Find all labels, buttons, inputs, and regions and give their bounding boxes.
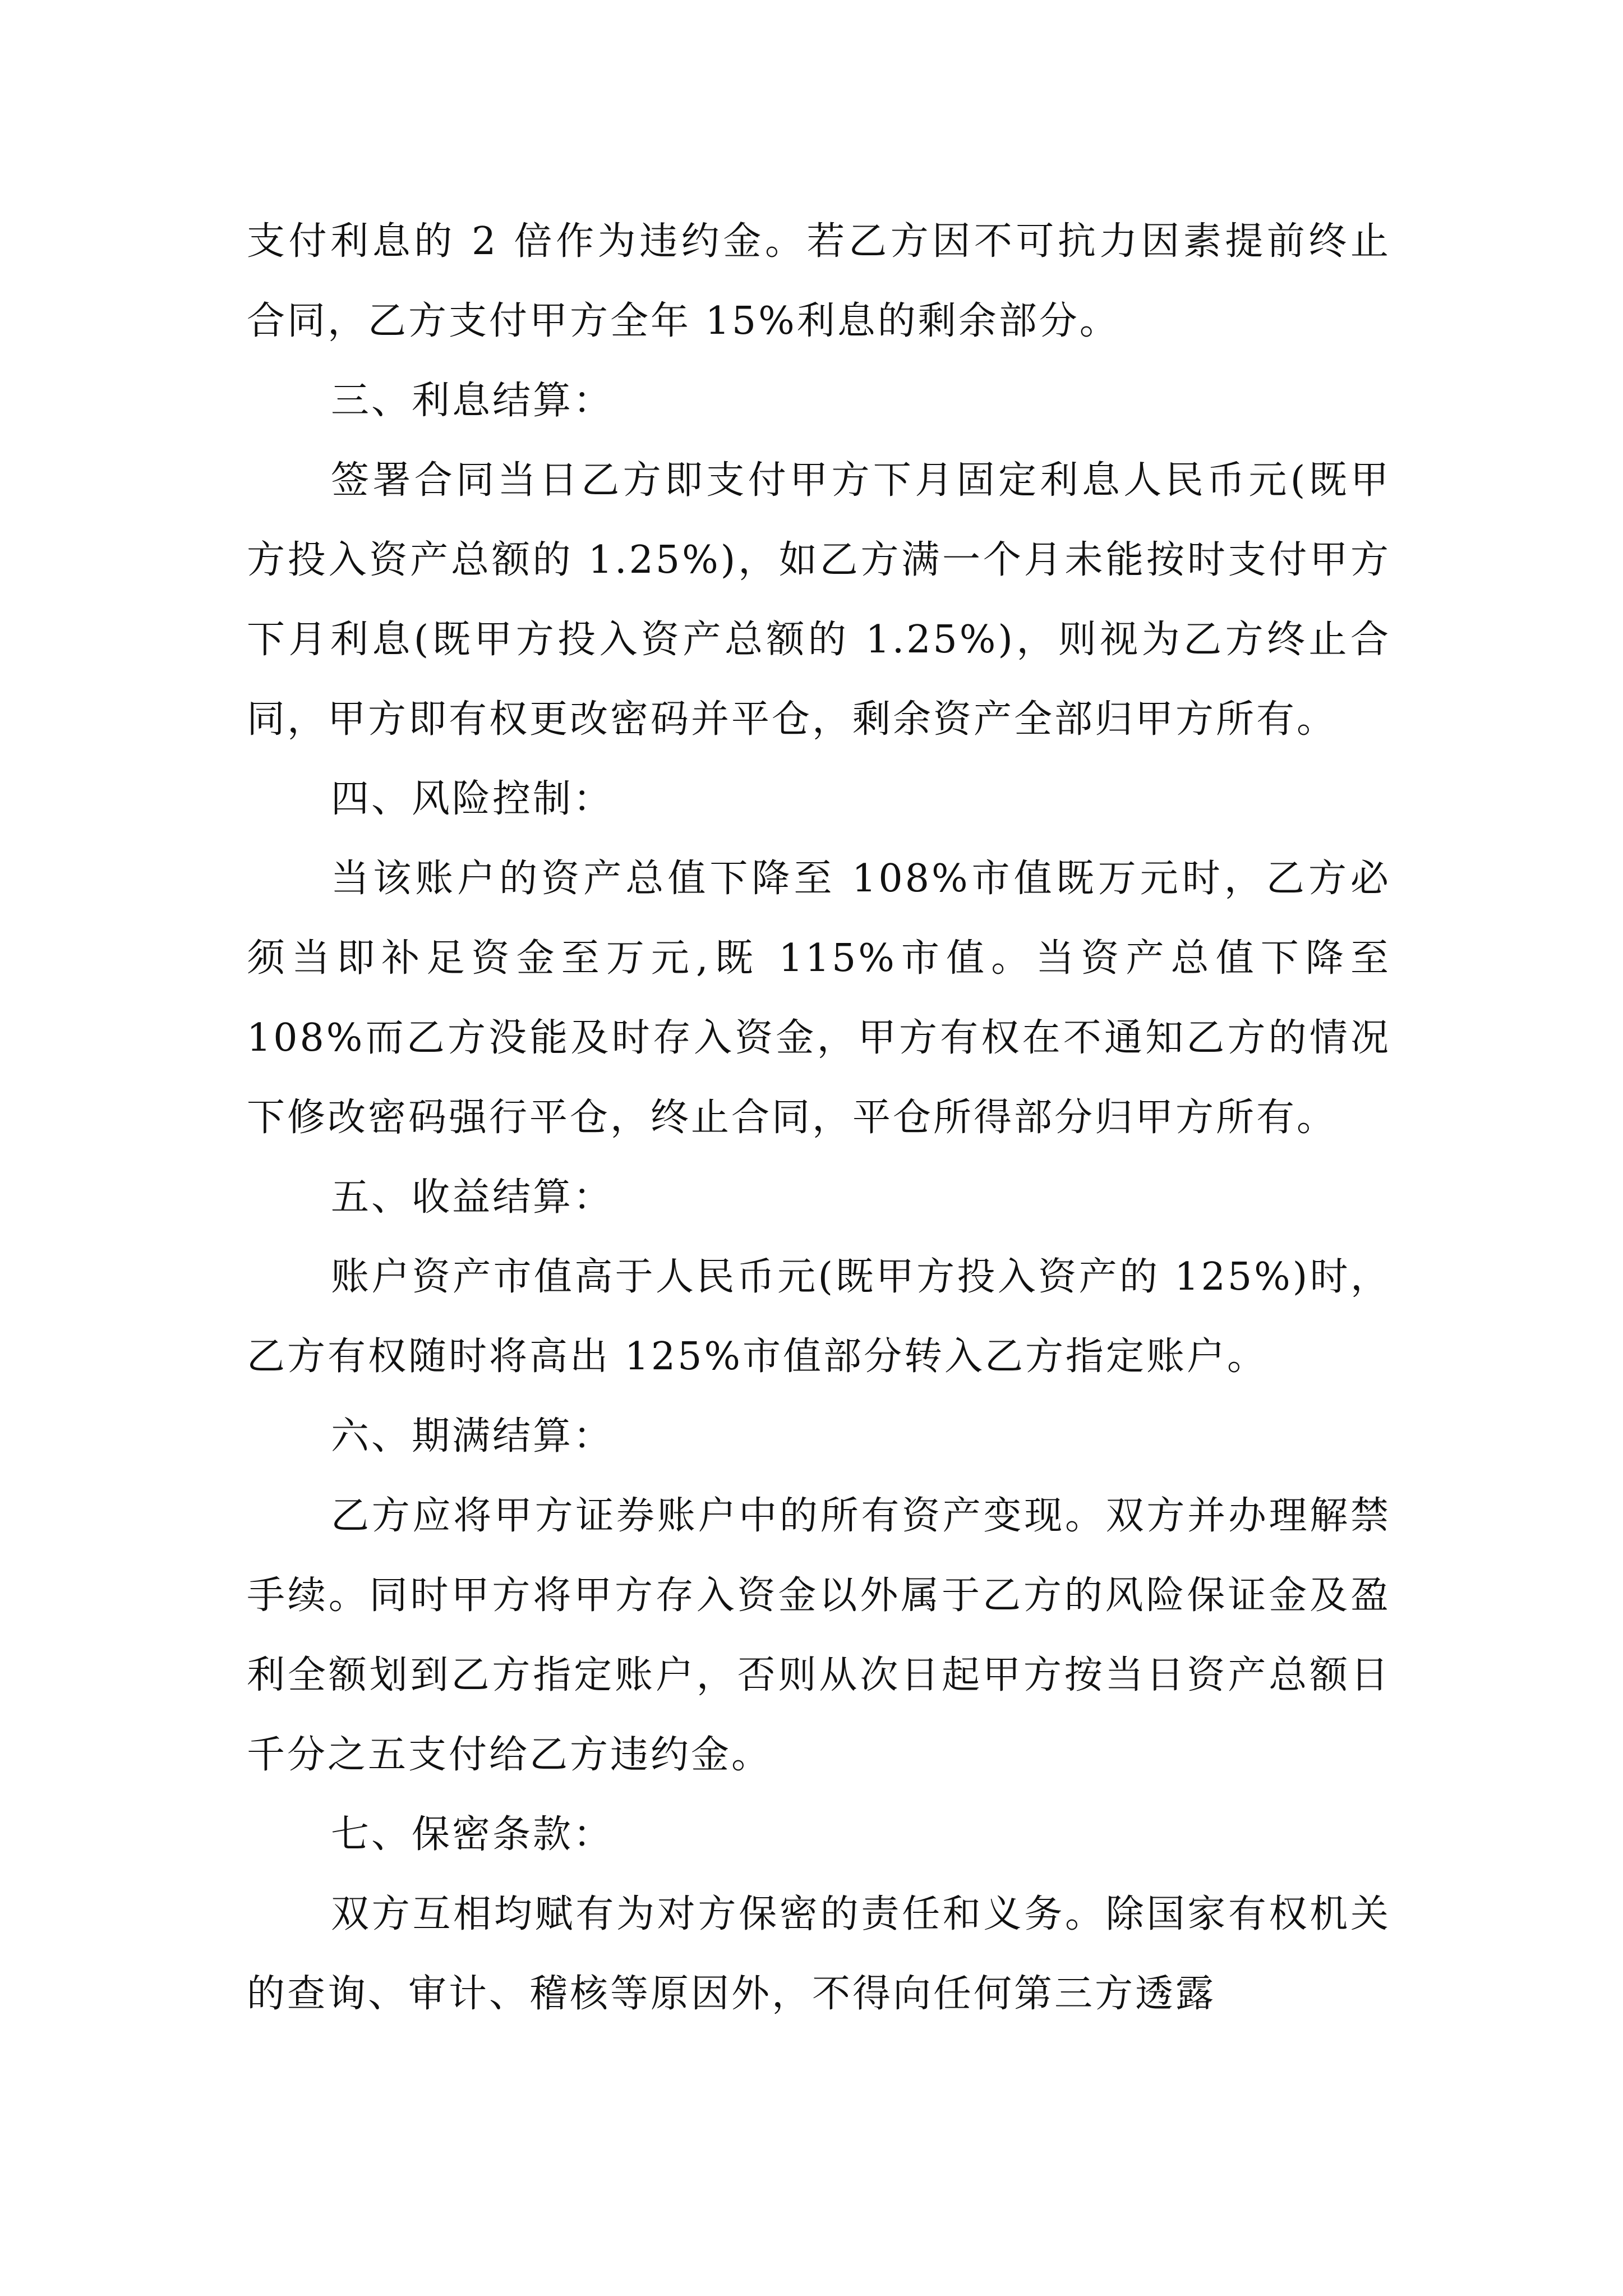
section-heading-earnings-settlement: 五、收益结算： [331,1175,614,1220]
paragraph-interest-settlement: 签署合同当日乙方即支付甲方下月固定利息人民币元(既甲方投入资产总额的 1.25%)，如乙方满一个月未能按时支付甲方下月利息(既甲方投入资产总额的 1.25%)，则视为乙方终止合同，甲方即有权更改密码并平仓，剩余资产全部归甲方所有。 [247,458,1391,742]
paragraph-earnings-settlement: 账户资产市值高于人民币元(既甲方投入资产的 125%)时，乙方有权随时将高出 125%市值部分转入乙方指定账户。 [247,1255,1391,1379]
document-body [247,202,1391,2034]
section-heading-risk-control: 四、风险控制： [331,777,614,821]
paragraph-confidentiality: 双方互相均赋有为对方保密的责任和义务。除国家有权机关的查询、审计、稽核等原因外，不得向任何第三方透露 [247,1892,1391,2016]
paragraph-maturity-settlement: 乙方应将甲方证券账户中的所有资产变现。双方并办理解禁手续。同时甲方将甲方存入资金以外属于乙方的风险保证金及盈利全额划到乙方指定账户，否则从次日起甲方按当日资产总额日千分之五支付给乙方违约金。 [247,1494,1391,1777]
section-heading-interest-settlement: 三、利息结算： [331,379,614,423]
section-heading-maturity-settlement: 六、期满结算： [331,1414,614,1458]
section-heading-confidentiality: 七、保密条款： [331,1812,614,1857]
paragraph-continued: 支付利息的 2 倍作为违约金。若乙方因不可抗力因素提前终止合同，乙方支付甲方全年 15%利息的剩余部分。 [247,219,1391,343]
paragraph-risk-control: 当该账户的资产总值下降至 108%市值既万元时，乙方必须当即补足资金至万元,既 115%市值。当资产总值下降至 108%而乙方没能及时存入资金，甲方有权在不通知乙方的情况下修改密码强行平仓，终止合同，平仓所得部分归甲方所有。 [247,857,1391,1140]
